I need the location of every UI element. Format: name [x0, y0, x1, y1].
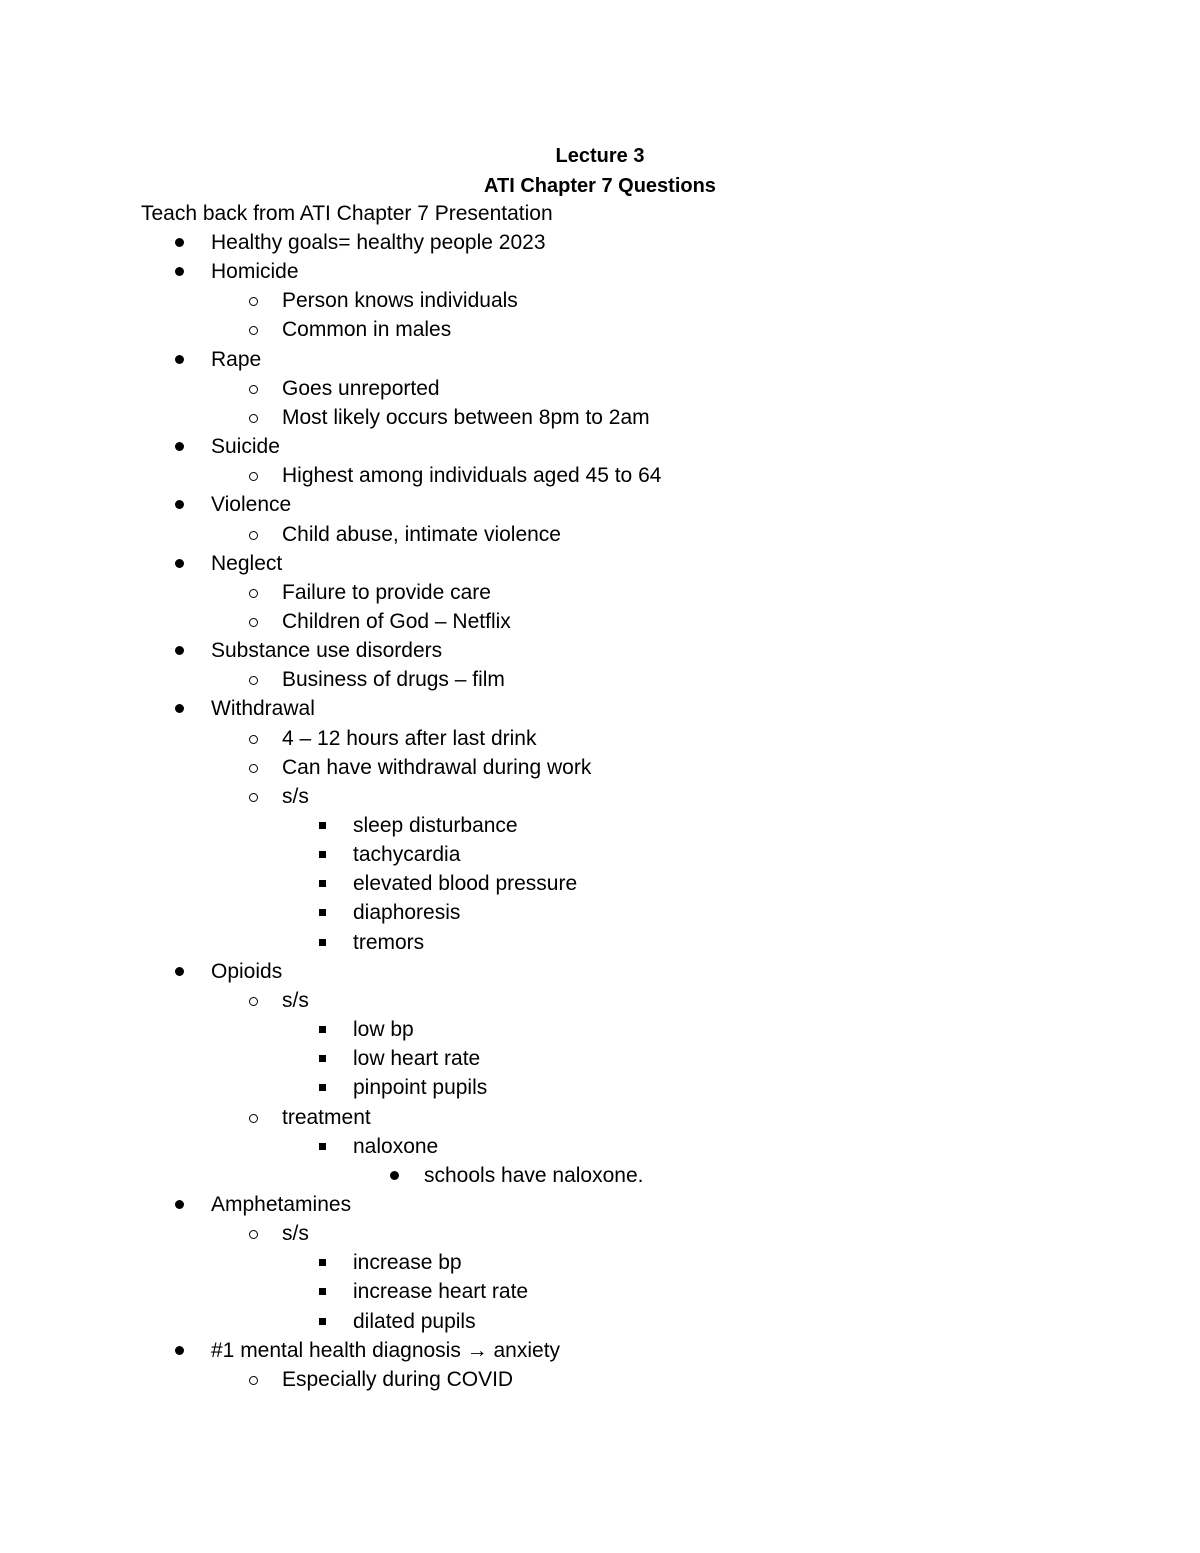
list-item-level-3: increase heart rate: [353, 1280, 529, 1304]
bullet-square-icon: [319, 1288, 326, 1295]
list-item-level-3: tremors: [353, 930, 425, 954]
bullet-dot-icon: [175, 646, 184, 655]
bullet-dot-icon: [175, 704, 184, 713]
list-item-level-1: Homicide: [211, 260, 299, 284]
list-item-level-2: Can have withdrawal during work: [282, 755, 592, 779]
list-item-level-2: 4 – 12 hours after last drink: [282, 726, 537, 750]
document-title: Lecture 3: [555, 145, 645, 167]
bullet-dot-icon: [175, 238, 184, 247]
bullet-square-icon: [319, 851, 326, 858]
bullet-square-icon: [319, 822, 326, 829]
list-item-level-1: Suicide: [211, 435, 280, 459]
bullet-square-icon: [319, 939, 326, 946]
bullet-dot-icon: [175, 267, 184, 276]
bullet-circle-icon: [249, 618, 258, 627]
bullet-dot-icon: [175, 559, 184, 568]
bullet-circle-icon: [249, 764, 258, 773]
bullet-dot-icon: [175, 967, 184, 976]
bullet-square-icon: [319, 1084, 326, 1091]
list-item-level-1: Healthy goals= healthy people 2023: [211, 231, 546, 254]
list-item-level-2: Failure to provide care: [282, 580, 491, 604]
list-item-level-1: Violence: [211, 493, 292, 517]
list-item-level-1: Neglect: [211, 551, 283, 575]
list-item-level-1: Amphetamines: [211, 1192, 352, 1216]
list-item-level-2: Business of drugs – film: [282, 668, 505, 692]
bullet-circle-icon: [249, 1114, 258, 1123]
list-item-level-2: Children of God – Netflix: [282, 609, 511, 633]
bullet-circle-icon: [249, 1230, 258, 1239]
list-item-level-2: Child abuse, intimate violence: [282, 522, 561, 546]
bullet-circle-icon: [249, 997, 258, 1006]
bullet-dot-icon: [175, 355, 184, 364]
bullet-square-icon: [319, 1143, 326, 1150]
list-item-level-2: Person knows individuals: [282, 289, 518, 313]
list-item-level-3: dilated pupils: [353, 1309, 476, 1333]
document-subtitle: ATI Chapter 7 Questions: [484, 175, 716, 197]
bullet-square-icon: [319, 1259, 326, 1266]
list-item-level-3: pinpoint pupils: [353, 1076, 488, 1100]
list-item-level-2: Goes unreported: [282, 376, 440, 400]
list-item-level-4: schools have naloxone.: [424, 1163, 644, 1187]
list-item-level-1: Rape: [211, 347, 262, 371]
list-item-level-3: naloxone: [353, 1134, 439, 1158]
list-item-level-1: #1 mental health diagnosis → anxiety: [211, 1338, 561, 1362]
bullet-square-icon: [319, 880, 326, 887]
bullet-square-icon: [319, 1055, 326, 1062]
bullet-dot-icon: [175, 1200, 184, 1209]
bullet-circle-icon: [249, 472, 258, 481]
bullet-circle-icon: [249, 531, 258, 540]
bullet-square-icon: [319, 1026, 326, 1033]
list-item-level-3: low bp: [353, 1018, 414, 1042]
list-item-level-3: sleep disturbance: [353, 814, 518, 837]
bullet-dot-icon: [175, 1346, 184, 1355]
list-item-level-3: increase bp: [353, 1251, 462, 1275]
list-item-level-2: Especially during COVID: [282, 1367, 514, 1391]
list-item-level-3: low heart rate: [353, 1047, 481, 1071]
bullet-circle-icon: [249, 735, 258, 744]
bullet-circle-icon: [249, 297, 258, 306]
list-item-level-2: s/s: [282, 988, 309, 1012]
bullet-circle-icon: [249, 385, 258, 394]
bullet-dot-icon: [175, 442, 184, 451]
bullet-square-icon: [319, 909, 326, 916]
bullet-dot-icon: [175, 500, 184, 509]
bullet-circle-icon: [249, 326, 258, 335]
list-item-level-2: s/s: [282, 1222, 309, 1246]
list-item-level-2: s/s: [282, 784, 309, 808]
list-item-level-3: diaphoresis: [353, 901, 461, 925]
bullet-circle-icon: [249, 1376, 258, 1385]
intro-line: Teach back from ATI Chapter 7 Presentation: [141, 202, 553, 225]
list-item-level-2: Highest among individuals aged 45 to 64: [282, 464, 662, 488]
list-item-level-3: tachycardia: [353, 843, 461, 867]
list-item-level-1: Opioids: [211, 959, 283, 983]
list-item-level-3: elevated blood pressure: [353, 872, 578, 896]
list-item-level-1: Substance use disorders: [211, 639, 443, 663]
bullet-circle-icon: [249, 793, 258, 802]
list-item-level-2: Most likely occurs between 8pm to 2am: [282, 405, 650, 429]
list-item-level-2: treatment: [282, 1105, 371, 1129]
bullet-dot-icon: [390, 1171, 399, 1180]
bullet-circle-icon: [249, 414, 258, 423]
bullet-square-icon: [319, 1318, 326, 1325]
list-item-level-1: Withdrawal: [211, 697, 315, 721]
bullet-circle-icon: [249, 676, 258, 685]
list-item-level-2: Common in males: [282, 318, 452, 342]
bullet-circle-icon: [249, 589, 258, 598]
